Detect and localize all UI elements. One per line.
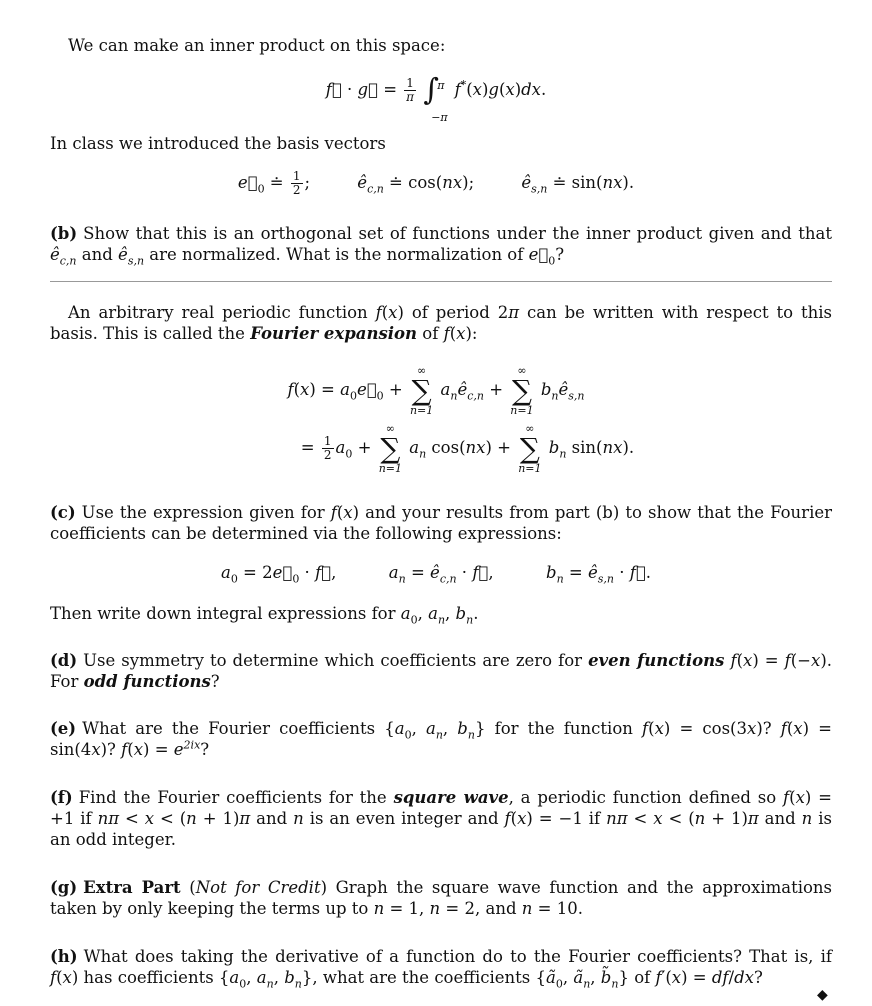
- inner-product-equation: f⃗ · g⃗ = $\frac{1}{\pi}$ ∫ π −π f*(x)g(x)dx.: [325, 72, 547, 125]
- part-h: (h) What does taking the derivative of a function do to the Fourier coefficients? That is, if f(x) has coefficients {$a_0$, $a_n$, $b_n$}, what are the coefficients {$ã_0$, $ã_n$, $b̃_n$} of f′(x) = df/dx?: [50, 947, 832, 991]
- section-divider: [50, 281, 832, 282]
- fourier-expansion-line-1: $f(x) = a_0e⃗_0$ + ∞ ∑ n=1 $a_nê_{c,n}$ + ∞ ∑ n=1 $b_nê_{s,n}$: [287, 363, 585, 417]
- part-c-followup: Then write down integral expressions for $a_0$, $a_n$, $b_n$.: [50, 604, 479, 627]
- fourier-intro: An arbitrary real periodic function f(x) of period 2π can be written with respect to this basis. This is called the Fourier expansion of f(x):: [50, 303, 832, 343]
- basis-intro: In class we introduced the basis vectors: [50, 134, 386, 153]
- part-f: (f) Find the Fourier coefficients for the square wave, a periodic function defined so f(x) = +1 if nπ < x < (n + 1)π and n is an even integer and f(x) = −1 if nπ < x < (n + 1)π and n is an odd integer.: [50, 788, 832, 849]
- basis-vectors-equation: $e⃗_0$ ≐ $\frac{1}{2}$ ; $ê_{c,n}$ ≐ cos(nx); $ê_{s,n}$ ≐ sin(nx).: [237, 169, 635, 197]
- coefficient-expressions: $a_0$ = $2e⃗_0$ · f⃗, $a_n$ = $ê_{c,n}$ · f⃗, $b_n$ = $ê_{s,n}$ · f⃗.: [220, 563, 652, 586]
- part-c: (c) Use the expression given for f(x) and your results from part (b) to show that the Fourier coefficients can be determined via the following expressions:: [50, 503, 832, 543]
- inner-product-intro: We can make an inner product on this space:: [68, 36, 446, 55]
- part-b: (b) Show that this is an orthogonal set of functions under the inner product given and that $ê_{c,n}$ and $ê_{s,n}$ are normalized. What is the normalization of $e⃗_0$?: [50, 224, 832, 268]
- part-d: (d) Use symmetry to determine which coefficients are zero for even functions f(x) = f(−x). For odd functions?: [50, 651, 832, 691]
- end-diamond-icon: ◆: [817, 987, 828, 1003]
- fourier-expansion-line-2: = $\frac{1}{2}$ $a_0$ + ∞ ∑ n=1 $a_n$ cos(nx) + ∞ ∑ n=1 $b_n$ sin(nx).: [237, 421, 635, 475]
- part-e: (e) What are the Fourier coefficients {$a_0$, $a_n$, $b_n$} for the function f(x) = cos(3x)? f(x) = sin(4x)? $f(x) = e^{2ix}$?: [50, 719, 832, 759]
- part-g: (g) Extra Part (Not for Credit) Graph the square wave function and the approximations taken by only keeping the terms up to n = 1, n = 2, and n = 10.: [50, 878, 833, 918]
